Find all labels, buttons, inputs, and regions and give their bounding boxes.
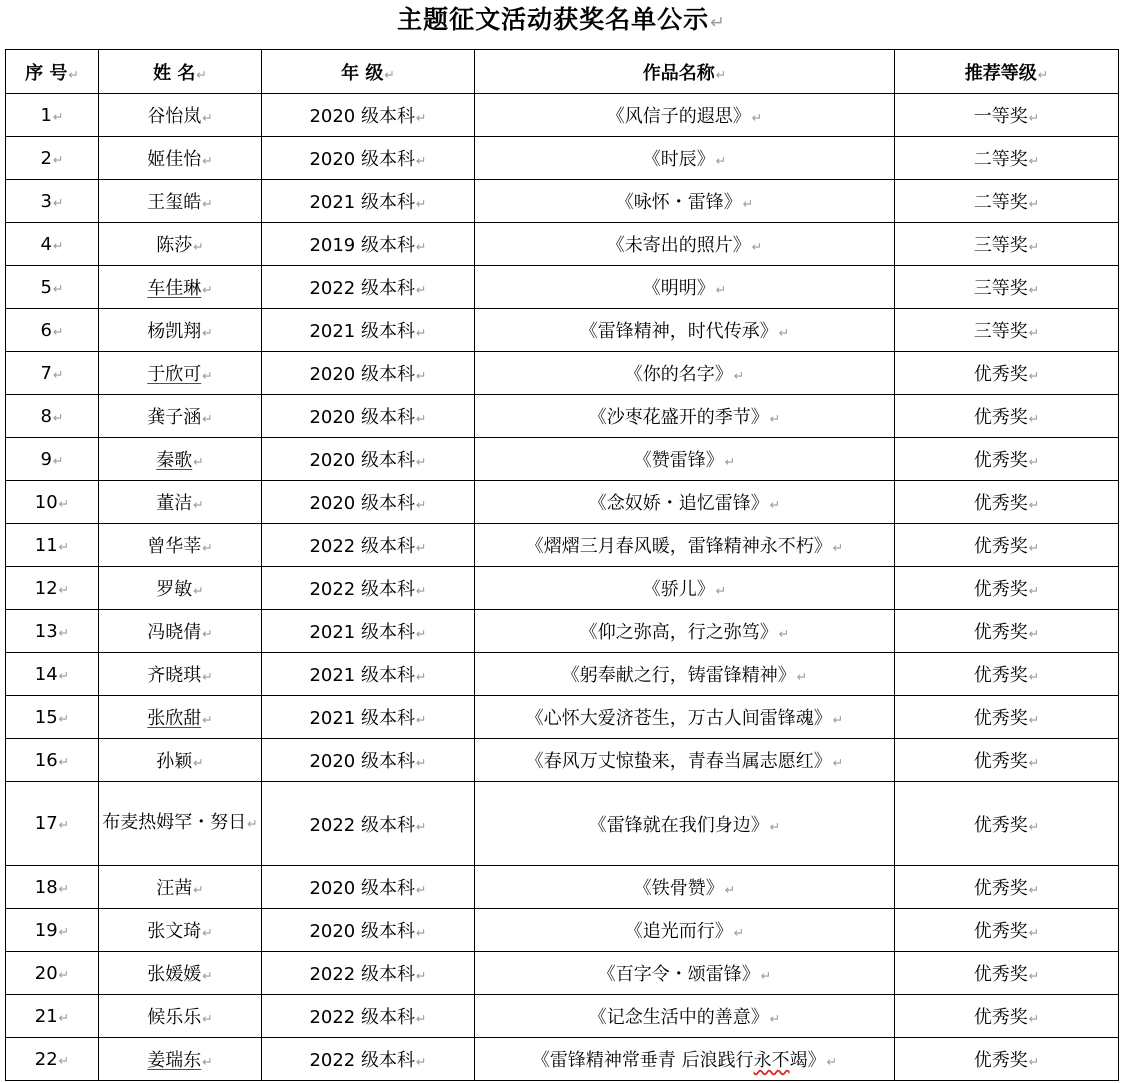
cell-index: 22↵ bbox=[6, 1038, 99, 1081]
paragraph-mark-icon: ↵ bbox=[384, 66, 395, 82]
cell-grade: 2022 级本科↵ bbox=[262, 567, 475, 610]
cell-award: 优秀奖↵ bbox=[895, 952, 1119, 995]
paragraph-mark-icon: ↵ bbox=[415, 626, 427, 641]
paragraph-mark-icon: ↵ bbox=[58, 667, 70, 683]
cell-work: 《熠熠三月春风暖，雷锋精神永不朽》↵ bbox=[475, 524, 895, 567]
table-row bbox=[6, 739, 1119, 782]
cell-grade: 2022 级本科↵ bbox=[262, 782, 475, 866]
paragraph-mark-icon: ↵ bbox=[202, 282, 213, 297]
paragraph-mark-icon: ↵ bbox=[68, 66, 79, 82]
cell-name: 董洁↵ bbox=[99, 481, 262, 524]
paragraph-mark-icon: ↵ bbox=[415, 925, 427, 940]
paragraph-mark-icon: ↵ bbox=[193, 755, 204, 770]
cell-index: 1↵ bbox=[6, 94, 99, 137]
paragraph-mark-icon: ↵ bbox=[202, 368, 213, 383]
cell-award: 优秀奖↵ bbox=[895, 481, 1119, 524]
cell-award: 三等奖↵ bbox=[895, 266, 1119, 309]
paragraph-mark-icon: ↵ bbox=[1028, 411, 1040, 426]
cell-work: 《追光而行》↵ bbox=[475, 909, 895, 952]
cell-work: 《躬奉献之行，铸雷锋精神》↵ bbox=[475, 653, 895, 696]
cell-work: 《咏怀・雷锋》↵ bbox=[475, 180, 895, 223]
cell-work: 《念奴娇・追忆雷锋》↵ bbox=[475, 481, 895, 524]
paragraph-mark-icon: ↵ bbox=[415, 882, 427, 897]
document-title bbox=[0, 0, 1123, 44]
cell-award: 优秀奖↵ bbox=[895, 438, 1119, 481]
cell-name: 姜瑞东↵ bbox=[99, 1038, 262, 1081]
cell-grade: 2020 级本科↵ bbox=[262, 94, 475, 137]
paragraph-mark-icon: ↵ bbox=[58, 817, 70, 832]
paragraph-mark-icon: ↵ bbox=[193, 882, 204, 897]
cell-index: 20↵ bbox=[6, 952, 99, 995]
cell-work: 《春风万丈惊蛰来，青春当属志愿红》↵ bbox=[475, 739, 895, 782]
cell-name: 杨凯翔↵ bbox=[99, 309, 262, 352]
cell-index: 16↵ bbox=[6, 739, 99, 782]
paragraph-mark-icon: ↵ bbox=[415, 196, 427, 211]
paragraph-mark-icon: ↵ bbox=[202, 196, 213, 211]
paragraph-mark-icon: ↵ bbox=[58, 710, 70, 726]
table-row bbox=[6, 395, 1119, 438]
paragraph-mark-icon: ↵ bbox=[193, 454, 204, 469]
paragraph-mark-icon: ↵ bbox=[415, 454, 427, 469]
paragraph-mark-icon: ↵ bbox=[202, 540, 213, 555]
paragraph-mark-icon: ↵ bbox=[193, 583, 204, 598]
paragraph-mark-icon: ↵ bbox=[52, 409, 64, 425]
cell-grade: 2021 级本科↵ bbox=[262, 309, 475, 352]
cell-award: 优秀奖↵ bbox=[895, 653, 1119, 696]
cell-work: 《沙枣花盛开的季节》↵ bbox=[475, 395, 895, 438]
paragraph-mark-icon: ↵ bbox=[1028, 882, 1040, 897]
paragraph-mark-icon: ↵ bbox=[202, 968, 213, 983]
paragraph-mark-icon: ↵ bbox=[52, 366, 64, 382]
cell-award: 三等奖↵ bbox=[895, 223, 1119, 266]
paragraph-mark-icon: ↵ bbox=[58, 581, 70, 597]
paragraph-mark-icon: ↵ bbox=[52, 237, 64, 253]
paragraph-mark-icon: ↵ bbox=[1028, 755, 1040, 770]
cell-work: 《雷锋精神常垂青 后浪践行永不竭》↵ bbox=[475, 1038, 895, 1081]
cell-name: 谷怡岚↵ bbox=[99, 94, 262, 137]
cell-name: 姬佳怡↵ bbox=[99, 137, 262, 180]
paragraph-mark-icon: ↵ bbox=[769, 818, 781, 834]
cell-work: 《骄儿》↵ bbox=[475, 567, 895, 610]
paragraph-mark-icon: ↵ bbox=[52, 280, 64, 296]
paragraph-mark-icon: ↵ bbox=[1028, 669, 1040, 684]
paragraph-mark-icon: ↵ bbox=[415, 818, 427, 834]
paragraph-mark-icon: ↵ bbox=[202, 153, 213, 168]
cell-grade: 2021 级本科↵ bbox=[262, 610, 475, 653]
paragraph-mark-icon: ↵ bbox=[202, 325, 213, 340]
cell-index: 9↵ bbox=[6, 438, 99, 481]
paragraph-mark-icon: ↵ bbox=[202, 1011, 213, 1026]
table-row bbox=[6, 524, 1119, 567]
table-row bbox=[6, 696, 1119, 739]
paragraph-mark-icon: ↵ bbox=[202, 669, 213, 684]
cell-index: 11↵ bbox=[6, 524, 99, 567]
cell-award: 二等奖↵ bbox=[895, 180, 1119, 223]
cell-work: 《你的名字》↵ bbox=[475, 352, 895, 395]
cell-name: 车佳琳↵ bbox=[99, 266, 262, 309]
paragraph-mark-icon: ↵ bbox=[52, 452, 64, 468]
paragraph-mark-icon: ↵ bbox=[52, 108, 64, 124]
paragraph-mark-icon: ↵ bbox=[1028, 282, 1040, 297]
paragraph-mark-icon: ↵ bbox=[193, 497, 204, 512]
paragraph-mark-icon: ↵ bbox=[196, 66, 207, 82]
paragraph-mark-icon: ↵ bbox=[715, 583, 727, 598]
paragraph-mark-icon: ↵ bbox=[202, 626, 213, 641]
paragraph-mark-icon: ↵ bbox=[769, 1011, 781, 1026]
cell-award: 优秀奖↵ bbox=[895, 1038, 1119, 1081]
paragraph-mark-icon: ↵ bbox=[769, 411, 781, 426]
cell-award: 优秀奖↵ bbox=[895, 610, 1119, 653]
paragraph-mark-icon: ↵ bbox=[751, 110, 763, 125]
table-row bbox=[6, 1038, 1119, 1081]
cell-award: 优秀奖↵ bbox=[895, 395, 1119, 438]
table-header-row bbox=[6, 50, 1119, 94]
paragraph-mark-icon: ↵ bbox=[1028, 153, 1040, 168]
paragraph-mark-icon: ↵ bbox=[58, 624, 70, 640]
table-row bbox=[6, 180, 1119, 223]
cell-award: 一等奖↵ bbox=[895, 94, 1119, 137]
paragraph-mark-icon: ↵ bbox=[715, 66, 727, 82]
cell-grade: 2022 级本科↵ bbox=[262, 524, 475, 567]
paragraph-mark-icon: ↵ bbox=[415, 325, 427, 340]
cell-index: 10↵ bbox=[6, 481, 99, 524]
paragraph-mark-icon: ↵ bbox=[715, 282, 727, 297]
cell-name: 齐晓琪↵ bbox=[99, 653, 262, 696]
cell-name: 王玺皓↵ bbox=[99, 180, 262, 223]
paragraph-mark-icon: ↵ bbox=[742, 196, 754, 211]
paragraph-mark-icon: ↵ bbox=[1028, 368, 1040, 383]
cell-name: 陈莎↵ bbox=[99, 223, 262, 266]
paragraph-mark-icon: ↵ bbox=[193, 239, 204, 254]
paragraph-mark-icon: ↵ bbox=[202, 712, 213, 727]
table-row bbox=[6, 481, 1119, 524]
paragraph-mark-icon: ↵ bbox=[415, 583, 427, 598]
cell-award: 优秀奖↵ bbox=[895, 352, 1119, 395]
paragraph-mark-icon: ↵ bbox=[415, 712, 427, 727]
paragraph-mark-icon: ↵ bbox=[1028, 818, 1040, 834]
paragraph-mark-icon: ↵ bbox=[415, 968, 427, 983]
award-table bbox=[5, 49, 1119, 1081]
cell-index: 15↵ bbox=[6, 696, 99, 739]
paragraph-mark-icon: ↵ bbox=[202, 1054, 213, 1069]
paragraph-mark-icon: ↵ bbox=[415, 239, 427, 254]
cell-grade: 2020 级本科↵ bbox=[262, 438, 475, 481]
cell-work: 《赞雷锋》↵ bbox=[475, 438, 895, 481]
cell-grade: 2019 级本科↵ bbox=[262, 223, 475, 266]
cell-work: 《雷锋精神，时代传承》↵ bbox=[475, 309, 895, 352]
paragraph-mark-icon: ↵ bbox=[1028, 626, 1040, 641]
paragraph-mark-icon: ↵ bbox=[1028, 497, 1040, 512]
cell-grade: 2022 级本科↵ bbox=[262, 1038, 475, 1081]
cell-award: 优秀奖↵ bbox=[895, 866, 1119, 909]
paragraph-mark-icon: ↵ bbox=[1028, 540, 1040, 555]
cell-name: 秦歌↵ bbox=[99, 438, 262, 481]
paragraph-mark-icon: ↵ bbox=[710, 13, 726, 33]
table-row bbox=[6, 952, 1119, 995]
cell-index: 21↵ bbox=[6, 995, 99, 1038]
paragraph-mark-icon: ↵ bbox=[778, 325, 790, 340]
cell-index: 14↵ bbox=[6, 653, 99, 696]
table-row bbox=[6, 567, 1119, 610]
cell-index: 19↵ bbox=[6, 909, 99, 952]
cell-work: 《明明》↵ bbox=[475, 266, 895, 309]
cell-name: 孙颖↵ bbox=[99, 739, 262, 782]
cell-grade: 2021 级本科↵ bbox=[262, 653, 475, 696]
paragraph-mark-icon: ↵ bbox=[415, 282, 427, 297]
cell-award: 优秀奖↵ bbox=[895, 739, 1119, 782]
cell-index: 13↵ bbox=[6, 610, 99, 653]
paragraph-mark-icon: ↵ bbox=[1028, 1054, 1040, 1069]
paragraph-mark-icon: ↵ bbox=[1028, 968, 1040, 983]
paragraph-mark-icon: ↵ bbox=[760, 968, 772, 983]
cell-work: 《风信子的遐思》↵ bbox=[475, 94, 895, 137]
paragraph-mark-icon: ↵ bbox=[832, 540, 844, 555]
cell-grade: 2020 级本科↵ bbox=[262, 909, 475, 952]
header-name: 姓 名↵ bbox=[99, 50, 262, 94]
cell-award: 优秀奖↵ bbox=[895, 567, 1119, 610]
cell-index: 8↵ bbox=[6, 395, 99, 438]
table-row bbox=[6, 866, 1119, 909]
cell-index: 3↵ bbox=[6, 180, 99, 223]
paragraph-mark-icon: ↵ bbox=[415, 153, 427, 168]
cell-work: 《时辰》↵ bbox=[475, 137, 895, 180]
header-award: 推荐等级↵ bbox=[895, 50, 1119, 94]
table-row bbox=[6, 909, 1119, 952]
table-row bbox=[6, 653, 1119, 696]
paragraph-mark-icon: ↵ bbox=[415, 755, 427, 770]
paragraph-mark-icon: ↵ bbox=[1028, 454, 1040, 469]
cell-grade: 2020 级本科↵ bbox=[262, 866, 475, 909]
table-row bbox=[6, 223, 1119, 266]
paragraph-mark-icon: ↵ bbox=[832, 755, 844, 770]
cell-index: 18↵ bbox=[6, 866, 99, 909]
header-work: 作品名称↵ bbox=[475, 50, 895, 94]
paragraph-mark-icon: ↵ bbox=[52, 194, 64, 210]
cell-grade: 2021 级本科↵ bbox=[262, 180, 475, 223]
cell-index: 17↵ bbox=[6, 782, 99, 866]
paragraph-mark-icon: ↵ bbox=[58, 1009, 70, 1025]
cell-name: 冯晓倩↵ bbox=[99, 610, 262, 653]
paragraph-mark-icon: ↵ bbox=[733, 925, 745, 940]
cell-work: 《雷锋就在我们身边》↵ bbox=[475, 782, 895, 866]
paragraph-mark-icon: ↵ bbox=[58, 538, 70, 554]
table-row bbox=[6, 995, 1119, 1038]
cell-name: 于欣可↵ bbox=[99, 352, 262, 395]
cell-work: 《未寄出的照片》↵ bbox=[475, 223, 895, 266]
paragraph-mark-icon: ↵ bbox=[724, 454, 736, 469]
paragraph-mark-icon: ↵ bbox=[58, 1052, 70, 1068]
paragraph-mark-icon: ↵ bbox=[58, 880, 70, 896]
cell-award: 优秀奖↵ bbox=[895, 995, 1119, 1038]
cell-name: 张媛媛↵ bbox=[99, 952, 262, 995]
paragraph-mark-icon: ↵ bbox=[58, 923, 70, 939]
paragraph-mark-icon: ↵ bbox=[826, 1054, 838, 1069]
cell-name: 汪茜↵ bbox=[99, 866, 262, 909]
table-row bbox=[6, 309, 1119, 352]
cell-award: 优秀奖↵ bbox=[895, 524, 1119, 567]
table-body bbox=[6, 94, 1119, 1081]
paragraph-mark-icon: ↵ bbox=[1028, 712, 1040, 727]
cell-index: 7↵ bbox=[6, 352, 99, 395]
paragraph-mark-icon: ↵ bbox=[415, 669, 427, 684]
paragraph-mark-icon: ↵ bbox=[202, 110, 213, 125]
paragraph-mark-icon: ↵ bbox=[1028, 110, 1040, 125]
cell-name: 布麦热姆罕・努日↵ bbox=[99, 782, 262, 866]
cell-award: 优秀奖↵ bbox=[895, 909, 1119, 952]
table-row bbox=[6, 94, 1119, 137]
table-row bbox=[6, 782, 1119, 866]
table-row bbox=[6, 438, 1119, 481]
cell-grade: 2022 级本科↵ bbox=[262, 266, 475, 309]
cell-grade: 2020 级本科↵ bbox=[262, 481, 475, 524]
cell-work: 《仰之弥高，行之弥笃》↵ bbox=[475, 610, 895, 653]
cell-grade: 2022 级本科↵ bbox=[262, 995, 475, 1038]
cell-index: 2↵ bbox=[6, 137, 99, 180]
paragraph-mark-icon: ↵ bbox=[58, 495, 70, 511]
paragraph-mark-icon: ↵ bbox=[415, 497, 427, 512]
paragraph-mark-icon: ↵ bbox=[202, 411, 213, 426]
table-row bbox=[6, 266, 1119, 309]
cell-name: 罗敏↵ bbox=[99, 567, 262, 610]
paragraph-mark-icon: ↵ bbox=[769, 497, 781, 512]
paragraph-mark-icon: ↵ bbox=[715, 153, 727, 168]
cell-award: 优秀奖↵ bbox=[895, 696, 1119, 739]
paragraph-mark-icon: ↵ bbox=[724, 882, 736, 897]
cell-index: 4↵ bbox=[6, 223, 99, 266]
paragraph-mark-icon: ↵ bbox=[415, 411, 427, 426]
cell-work: 《心怀大爱济苍生，万古人间雷锋魂》↵ bbox=[475, 696, 895, 739]
cell-index: 6↵ bbox=[6, 309, 99, 352]
paragraph-mark-icon: ↵ bbox=[202, 925, 213, 940]
cell-name: 龚子涵↵ bbox=[99, 395, 262, 438]
cell-grade: 2020 级本科↵ bbox=[262, 739, 475, 782]
cell-grade: 2021 级本科↵ bbox=[262, 696, 475, 739]
cell-grade: 2020 级本科↵ bbox=[262, 137, 475, 180]
paragraph-mark-icon: ↵ bbox=[415, 368, 427, 383]
cell-award: 优秀奖↵ bbox=[895, 782, 1119, 866]
paragraph-mark-icon: ↵ bbox=[832, 712, 844, 727]
paragraph-mark-icon: ↵ bbox=[415, 1054, 427, 1069]
paragraph-mark-icon: ↵ bbox=[778, 626, 790, 641]
paragraph-mark-icon: ↵ bbox=[1028, 1011, 1040, 1026]
cell-index: 5↵ bbox=[6, 266, 99, 309]
cell-name: 张文琦↵ bbox=[99, 909, 262, 952]
paragraph-mark-icon: ↵ bbox=[247, 816, 258, 831]
table-row bbox=[6, 610, 1119, 653]
document-title-text: 主题征文活动获奖名单公示 bbox=[397, 5, 710, 34]
cell-award: 二等奖↵ bbox=[895, 137, 1119, 180]
cell-work: 《铁骨赞》↵ bbox=[475, 866, 895, 909]
table-row bbox=[6, 137, 1119, 180]
paragraph-mark-icon: ↵ bbox=[1037, 66, 1049, 82]
cell-name: 候乐乐↵ bbox=[99, 995, 262, 1038]
paragraph-mark-icon: ↵ bbox=[415, 540, 427, 555]
paragraph-mark-icon: ↵ bbox=[58, 753, 70, 769]
paragraph-mark-icon: ↵ bbox=[1028, 325, 1040, 340]
header-index: 序 号↵ bbox=[6, 50, 99, 94]
cell-name: 曾华莘↵ bbox=[99, 524, 262, 567]
paragraph-mark-icon: ↵ bbox=[415, 110, 427, 125]
paragraph-mark-icon: ↵ bbox=[52, 323, 64, 339]
cell-index: 12↵ bbox=[6, 567, 99, 610]
paragraph-mark-icon: ↵ bbox=[751, 239, 763, 254]
paragraph-mark-icon: ↵ bbox=[1028, 925, 1040, 940]
table-row bbox=[6, 352, 1119, 395]
paragraph-mark-icon: ↵ bbox=[1028, 239, 1040, 254]
cell-award: 三等奖↵ bbox=[895, 309, 1119, 352]
paragraph-mark-icon: ↵ bbox=[796, 669, 808, 684]
paragraph-mark-icon: ↵ bbox=[58, 966, 70, 982]
cell-work: 《记念生活中的善意》↵ bbox=[475, 995, 895, 1038]
cell-name: 张欣甜↵ bbox=[99, 696, 262, 739]
paragraph-mark-icon: ↵ bbox=[1028, 196, 1040, 211]
paragraph-mark-icon: ↵ bbox=[415, 1011, 427, 1026]
cell-grade: 2020 级本科↵ bbox=[262, 352, 475, 395]
header-grade: 年 级↵ bbox=[262, 50, 475, 94]
paragraph-mark-icon: ↵ bbox=[1028, 583, 1040, 598]
cell-work: 《百字令・颂雷锋》↵ bbox=[475, 952, 895, 995]
cell-grade: 2020 级本科↵ bbox=[262, 395, 475, 438]
paragraph-mark-icon: ↵ bbox=[733, 368, 745, 383]
paragraph-mark-icon: ↵ bbox=[52, 151, 64, 167]
cell-grade: 2022 级本科↵ bbox=[262, 952, 475, 995]
